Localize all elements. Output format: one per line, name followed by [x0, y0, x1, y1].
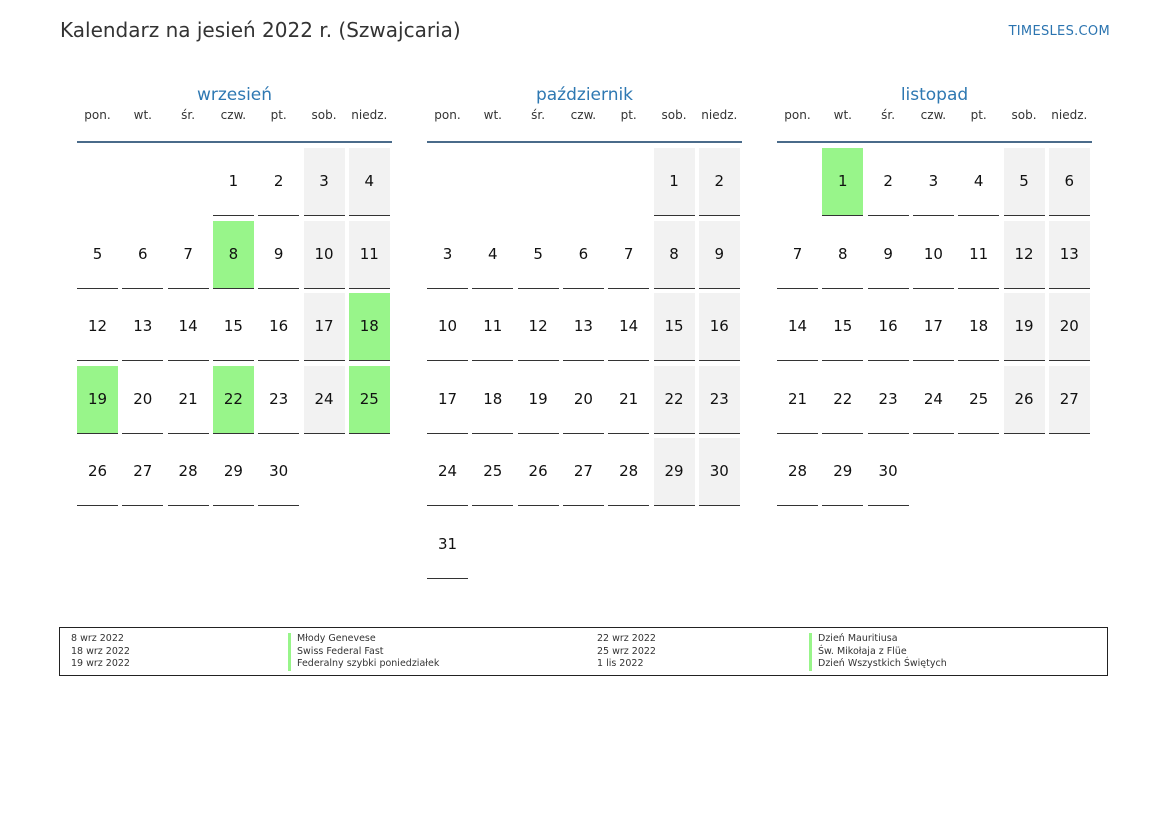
- day-number: 31: [437, 535, 458, 553]
- legend-date: 25 wrz 2022: [597, 645, 656, 657]
- day-number: 10: [314, 244, 334, 263]
- weekday-label: wt.: [483, 108, 502, 122]
- day-cell[interactable]: [122, 438, 163, 506]
- day-number: 20: [1059, 317, 1079, 336]
- day-number: 29: [833, 462, 853, 481]
- day-cell[interactable]: [868, 366, 909, 434]
- header-rule: [77, 141, 392, 143]
- day-number: 28: [178, 462, 198, 481]
- weekday-label: wt.: [133, 108, 152, 122]
- day-cell[interactable]: [349, 221, 390, 289]
- weekday-label: niedz.: [351, 108, 388, 122]
- day-cell[interactable]: [77, 438, 118, 506]
- day-number: 22: [664, 389, 684, 408]
- day-cell[interactable]: [122, 293, 163, 361]
- day-cell[interactable]: [608, 438, 649, 506]
- day-number: 22: [833, 389, 853, 408]
- weekday-label: pt.: [970, 108, 987, 122]
- day-cell[interactable]: [122, 221, 163, 289]
- day-number: 2: [714, 172, 725, 190]
- day-number: 26: [87, 462, 108, 481]
- day-number: 27: [1059, 389, 1079, 408]
- day-number: 22: [223, 389, 243, 408]
- day-number: 13: [133, 317, 153, 336]
- day-number: 1: [838, 172, 848, 190]
- day-cell[interactable]: [518, 366, 559, 434]
- day-cell[interactable]: [518, 293, 559, 361]
- day-number: 23: [269, 389, 289, 408]
- day-cell[interactable]: [427, 438, 468, 506]
- day-cell[interactable]: [258, 438, 299, 506]
- weekday-label: czw.: [220, 108, 247, 122]
- day-number: 12: [528, 317, 548, 336]
- day-number: 18: [359, 317, 379, 336]
- holiday-day-cell[interactable]: [213, 366, 254, 434]
- weekday-header: [77, 108, 392, 130]
- day-cell[interactable]: [563, 438, 604, 506]
- day-number: 3: [319, 172, 329, 190]
- weekday-label: pon.: [784, 108, 811, 122]
- day-cell[interactable]: [654, 366, 695, 434]
- day-number: 30: [878, 462, 898, 481]
- day-number: 6: [1064, 172, 1075, 190]
- day-number: 2: [883, 172, 893, 190]
- day-number: 13: [1059, 244, 1079, 263]
- day-number: 2: [273, 172, 284, 190]
- day-cell[interactable]: [654, 293, 695, 361]
- day-cell[interactable]: [1049, 148, 1090, 216]
- day-cell[interactable]: [699, 438, 740, 506]
- weekday-label: wt.: [833, 108, 852, 122]
- day-number: 12: [87, 317, 108, 336]
- day-cell[interactable]: [563, 366, 604, 434]
- weekday-label: pon.: [434, 108, 461, 122]
- weekday-header: [427, 108, 742, 130]
- day-cell[interactable]: [913, 293, 954, 361]
- day-cell[interactable]: [304, 148, 345, 216]
- day-number: 6: [578, 244, 589, 263]
- day-cell[interactable]: [77, 221, 118, 289]
- legend-holiday-name: Federalny szybki poniedziałek: [288, 658, 439, 671]
- day-cell[interactable]: [122, 366, 163, 434]
- day-number: 15: [664, 317, 684, 336]
- day-cell[interactable]: [699, 148, 740, 216]
- day-cell[interactable]: [427, 221, 468, 289]
- day-cell[interactable]: [1004, 221, 1045, 289]
- holiday-day-cell[interactable]: [349, 293, 390, 361]
- day-number: 7: [183, 244, 193, 263]
- day-number: 21: [619, 389, 639, 408]
- day-number: 4: [973, 172, 984, 190]
- holiday-legend: [59, 627, 1108, 676]
- day-number: 15: [223, 317, 243, 336]
- day-number: 6: [138, 244, 148, 263]
- day-cell[interactable]: [958, 366, 999, 434]
- day-number: 25: [969, 389, 989, 408]
- day-number: 10: [437, 317, 458, 336]
- day-number: 24: [437, 462, 458, 481]
- day-number: 17: [923, 317, 943, 336]
- day-cell[interactable]: [1004, 293, 1045, 361]
- day-number: 15: [833, 317, 853, 336]
- day-number: 25: [483, 462, 503, 481]
- day-number: 28: [787, 462, 808, 481]
- day-cell[interactable]: [654, 148, 695, 216]
- day-number: 19: [528, 389, 548, 408]
- day-cell[interactable]: [349, 148, 390, 216]
- day-number: 5: [1019, 172, 1029, 190]
- day-number: 16: [878, 317, 898, 336]
- weekday-label: sob.: [311, 108, 337, 122]
- day-number: 11: [483, 317, 503, 336]
- day-cell[interactable]: [518, 438, 559, 506]
- day-number: 29: [664, 462, 684, 481]
- legend-date: 18 wrz 2022: [71, 645, 130, 657]
- weekday-label: śr.: [531, 108, 546, 122]
- day-number: 8: [838, 244, 848, 263]
- day-cell[interactable]: [822, 438, 863, 506]
- day-cell[interactable]: [258, 293, 299, 361]
- day-cell[interactable]: [304, 221, 345, 289]
- day-cell[interactable]: [958, 221, 999, 289]
- day-number: 23: [709, 389, 729, 408]
- legend-holiday-name: Młody Genevese: [288, 633, 376, 646]
- day-cell[interactable]: [563, 221, 604, 289]
- day-cell[interactable]: [958, 293, 999, 361]
- day-number: 27: [133, 462, 153, 481]
- day-cell[interactable]: [958, 148, 999, 216]
- day-cell[interactable]: [258, 148, 299, 216]
- legend-holiday-name: Dzień Mauritiusa: [809, 633, 898, 646]
- day-cell[interactable]: [472, 438, 513, 506]
- day-number: 14: [619, 317, 639, 336]
- day-cell[interactable]: [608, 221, 649, 289]
- holiday-day-cell[interactable]: [349, 366, 390, 434]
- day-number: 10: [923, 244, 943, 263]
- day-cell[interactable]: [608, 366, 649, 434]
- day-cell[interactable]: [913, 366, 954, 434]
- weekday-label: niedz.: [1051, 108, 1088, 122]
- weekday-label: pon.: [84, 108, 111, 122]
- day-number: 14: [787, 317, 808, 336]
- weekday-label: czw.: [920, 108, 947, 122]
- legend-holiday-name: Św. Mikołaja z Flüe: [809, 646, 907, 659]
- legend-date: 8 wrz 2022: [71, 633, 124, 644]
- day-cell[interactable]: [77, 293, 118, 361]
- day-number: 3: [442, 244, 453, 263]
- legend-date: 19 wrz 2022: [71, 658, 130, 669]
- day-number: 20: [573, 389, 593, 408]
- day-number: 30: [269, 462, 289, 481]
- day-number: 4: [364, 172, 375, 190]
- day-cell[interactable]: [213, 148, 254, 216]
- day-number: 11: [969, 244, 989, 263]
- day-number: 16: [709, 317, 729, 336]
- weekday-label: pt.: [270, 108, 287, 122]
- day-cell[interactable]: [654, 221, 695, 289]
- holiday-day-cell[interactable]: [213, 221, 254, 289]
- day-cell[interactable]: [822, 293, 863, 361]
- holiday-day-cell[interactable]: [822, 148, 863, 216]
- day-number: 20: [133, 389, 153, 408]
- day-cell[interactable]: [822, 366, 863, 434]
- day-number: 3: [928, 172, 939, 190]
- month-0: [77, 82, 392, 481]
- day-number: 9: [883, 244, 893, 263]
- day-number: 1: [669, 172, 679, 190]
- weekday-label: niedz.: [701, 108, 738, 122]
- day-cell[interactable]: [868, 438, 909, 506]
- day-number: 9: [714, 244, 725, 263]
- weekday-label: pt.: [620, 108, 637, 122]
- day-cell[interactable]: [777, 366, 818, 434]
- brand-link[interactable]: TIMESLES.COM: [1008, 24, 1110, 39]
- day-number: 30: [709, 462, 729, 481]
- weekday-header: [777, 108, 1092, 130]
- month-name: wrzesień: [196, 85, 273, 105]
- day-cell[interactable]: [1049, 366, 1090, 434]
- day-cell[interactable]: [168, 438, 209, 506]
- day-number: 8: [228, 244, 239, 263]
- legend-date: 1 lis 2022: [597, 658, 644, 669]
- day-number: 25: [359, 389, 379, 408]
- day-cell[interactable]: [213, 293, 254, 361]
- day-number: 5: [533, 244, 543, 263]
- month-name: listopad: [900, 85, 969, 105]
- day-cell[interactable]: [699, 221, 740, 289]
- day-cell[interactable]: [472, 221, 513, 289]
- day-number: 7: [792, 244, 803, 263]
- day-number: 13: [573, 317, 593, 336]
- day-cell[interactable]: [168, 293, 209, 361]
- day-cell[interactable]: [868, 148, 909, 216]
- day-number: 21: [787, 389, 808, 408]
- day-cell[interactable]: [777, 221, 818, 289]
- day-cell[interactable]: [518, 221, 559, 289]
- day-cell[interactable]: [1004, 148, 1045, 216]
- day-cell[interactable]: [427, 366, 468, 434]
- day-cell[interactable]: [699, 366, 740, 434]
- day-cell[interactable]: [699, 293, 740, 361]
- day-cell[interactable]: [168, 366, 209, 434]
- day-number: 27: [573, 462, 593, 481]
- day-number: 19: [87, 389, 108, 408]
- day-cell[interactable]: [472, 366, 513, 434]
- weekday-label: sob.: [661, 108, 687, 122]
- month-1: [427, 82, 742, 553]
- day-cell[interactable]: [258, 366, 299, 434]
- day-number: 24: [923, 389, 943, 408]
- day-cell[interactable]: [777, 293, 818, 361]
- day-number: 23: [878, 389, 898, 408]
- day-number: 28: [619, 462, 639, 481]
- day-cell[interactable]: [427, 511, 468, 579]
- legend-holiday-name: Swiss Federal Fast: [288, 646, 384, 659]
- day-cell[interactable]: [654, 438, 695, 506]
- page-title: Kalendarz na jesień 2022 r. (Szwajcaria): [60, 18, 461, 42]
- day-cell[interactable]: [1049, 221, 1090, 289]
- day-number: 26: [1014, 389, 1034, 408]
- month-2: [777, 82, 1092, 481]
- day-number: 4: [488, 244, 498, 263]
- weekday-label: sob.: [1011, 108, 1037, 122]
- day-cell[interactable]: [913, 148, 954, 216]
- day-number: 18: [969, 317, 989, 336]
- legend-holiday-name: Dzień Wszystkich Świętych: [809, 658, 947, 671]
- day-number: 14: [178, 317, 198, 336]
- header-rule: [777, 141, 1092, 143]
- day-cell[interactable]: [1049, 293, 1090, 361]
- day-cell[interactable]: [213, 438, 254, 506]
- day-cell[interactable]: [777, 438, 818, 506]
- day-cell[interactable]: [258, 221, 299, 289]
- day-cell[interactable]: [304, 293, 345, 361]
- day-cell[interactable]: [427, 293, 468, 361]
- day-number: 29: [223, 462, 243, 481]
- day-number: 8: [669, 244, 679, 263]
- day-number: 12: [1014, 244, 1034, 263]
- day-number: 18: [483, 389, 503, 408]
- day-number: 26: [528, 462, 548, 481]
- day-number: 16: [269, 317, 289, 336]
- day-cell[interactable]: [472, 293, 513, 361]
- weekday-label: śr.: [181, 108, 196, 122]
- day-number: 24: [314, 389, 334, 408]
- day-number: 17: [437, 389, 458, 408]
- day-cell[interactable]: [913, 221, 954, 289]
- day-cell[interactable]: [563, 293, 604, 361]
- day-number: 5: [92, 244, 103, 263]
- day-number: 7: [623, 244, 634, 263]
- day-cell[interactable]: [1004, 366, 1045, 434]
- legend-date: 22 wrz 2022: [597, 633, 656, 644]
- day-number: 1: [228, 172, 239, 190]
- day-cell[interactable]: [868, 221, 909, 289]
- header-rule: [427, 141, 742, 143]
- day-cell[interactable]: [168, 221, 209, 289]
- weekday-label: śr.: [881, 108, 896, 122]
- day-cell[interactable]: [868, 293, 909, 361]
- day-number: 9: [273, 244, 284, 263]
- month-name: październik: [535, 85, 634, 105]
- day-number: 19: [1014, 317, 1034, 336]
- day-cell[interactable]: [608, 293, 649, 361]
- day-number: 21: [178, 389, 198, 408]
- day-cell[interactable]: [304, 366, 345, 434]
- day-number: 17: [314, 317, 334, 336]
- weekday-label: czw.: [570, 108, 597, 122]
- day-number: 11: [359, 244, 379, 263]
- day-cell[interactable]: [822, 221, 863, 289]
- holiday-day-cell[interactable]: [77, 366, 118, 434]
